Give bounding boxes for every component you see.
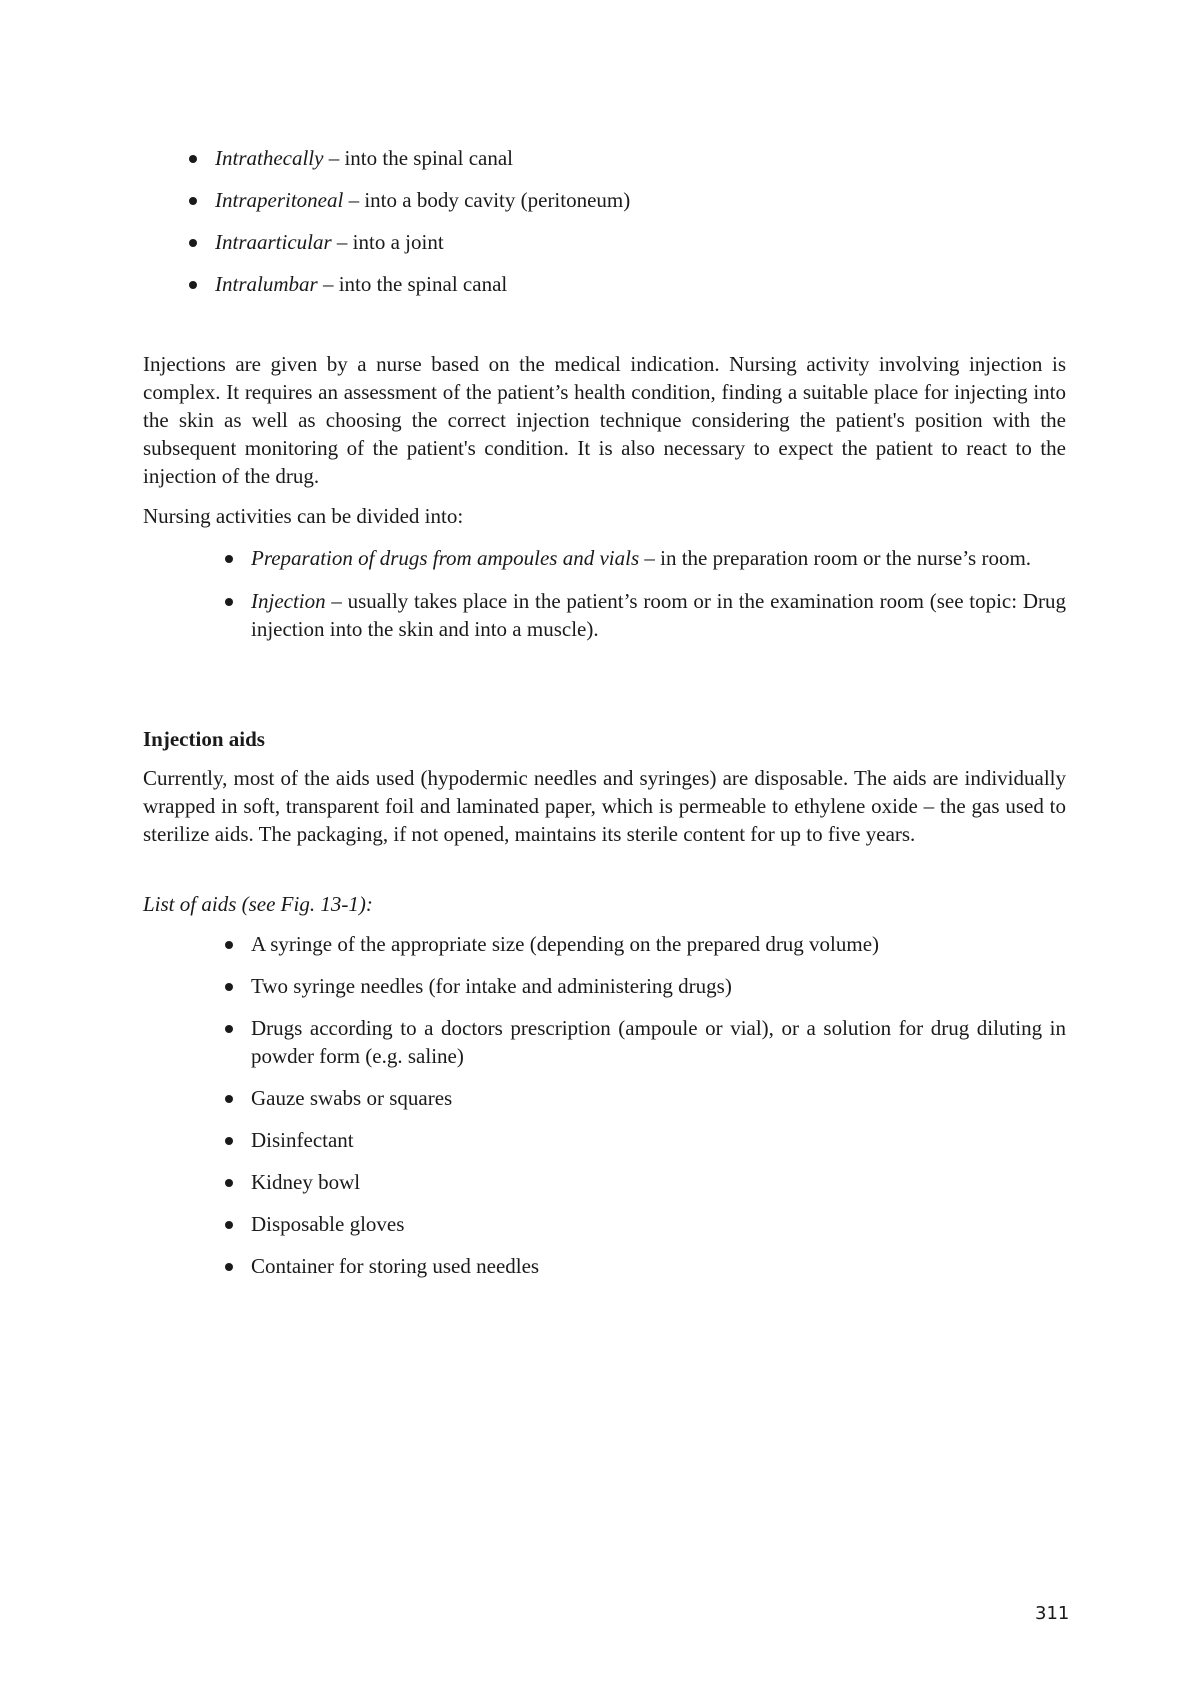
route-term: Intralumbar (215, 272, 318, 296)
list-item (215, 228, 915, 256)
list-item (215, 144, 915, 172)
list-item: Two syringe needles (for intake and administering drugs) (251, 972, 1066, 1000)
list-item: Disinfectant (251, 1126, 1066, 1154)
injection-routes-list (215, 144, 915, 312)
route-term: Intraarticular (215, 230, 332, 254)
list-item (215, 270, 915, 298)
activity-term: Injection (251, 589, 326, 613)
aids-list (251, 930, 1066, 1294)
route-description: – into the spinal canal (317, 272, 508, 296)
route-description: – into a joint (331, 230, 444, 254)
route-term: Intraperitoneal (215, 188, 344, 212)
list-item (215, 186, 915, 214)
section-heading: Injection aids (143, 727, 265, 751)
route-description: – into the spinal canal (323, 146, 514, 170)
list-item (251, 544, 1066, 572)
activities-intro: Nursing activities can be divided into: (143, 504, 464, 528)
activity-term: Preparation of drugs from ampoules and vials (251, 546, 640, 570)
list-item: Kidney bowl (251, 1168, 1066, 1196)
aids-list-title: List of aids (see Fig. 13-1): (143, 892, 373, 916)
activity-description: – usually takes place in the patient’s room or in the examination room (see topic: Drug injection into the skin and into a muscle). (251, 589, 1066, 641)
activity-description: – in the preparation room or the nurse’s room. (639, 546, 1032, 570)
route-term: Intrathecally (215, 146, 324, 170)
aids-paragraph: Currently, most of the aids used (hypodermic needles and syringes) are disposable. The aids are individually wrapped in soft, transparent foil and laminated paper, which is permeable to ethylene oxide – the gas used to sterilize aids. The packaging, if not opened, maintains its sterile content for up to five years. (143, 766, 1066, 846)
list-item: Disposable gloves (251, 1210, 1066, 1238)
list-item: Container for storing used needles (251, 1252, 1066, 1280)
route-description: – into a body cavity (peritoneum) (343, 188, 631, 212)
list-item: A syringe of the appropriate size (depending on the prepared drug volume) (251, 930, 1066, 958)
intro-paragraph: Injections are given by a nurse based on the medical indication. Nursing activity involving injection is complex. It requires an assessment of the patient’s health condition, finding a suitable place for injecting into the skin as well as choosing the correct injection technique considering the patient's position with the subsequent monitoring of the patient's condition. It is also necessary to expect the patient to react to the injection of the drug. (143, 352, 1066, 488)
list-item: Gauze swabs or squares (251, 1084, 1066, 1112)
list-item (251, 587, 1066, 643)
page-number: 311 (1035, 1603, 1070, 1624)
nursing-activities-list (251, 544, 1066, 658)
list-item: Drugs according to a doctors prescription (ampoule or vial), or a solution for drug diluting in powder form (e.g. saline) (251, 1016, 1066, 1068)
